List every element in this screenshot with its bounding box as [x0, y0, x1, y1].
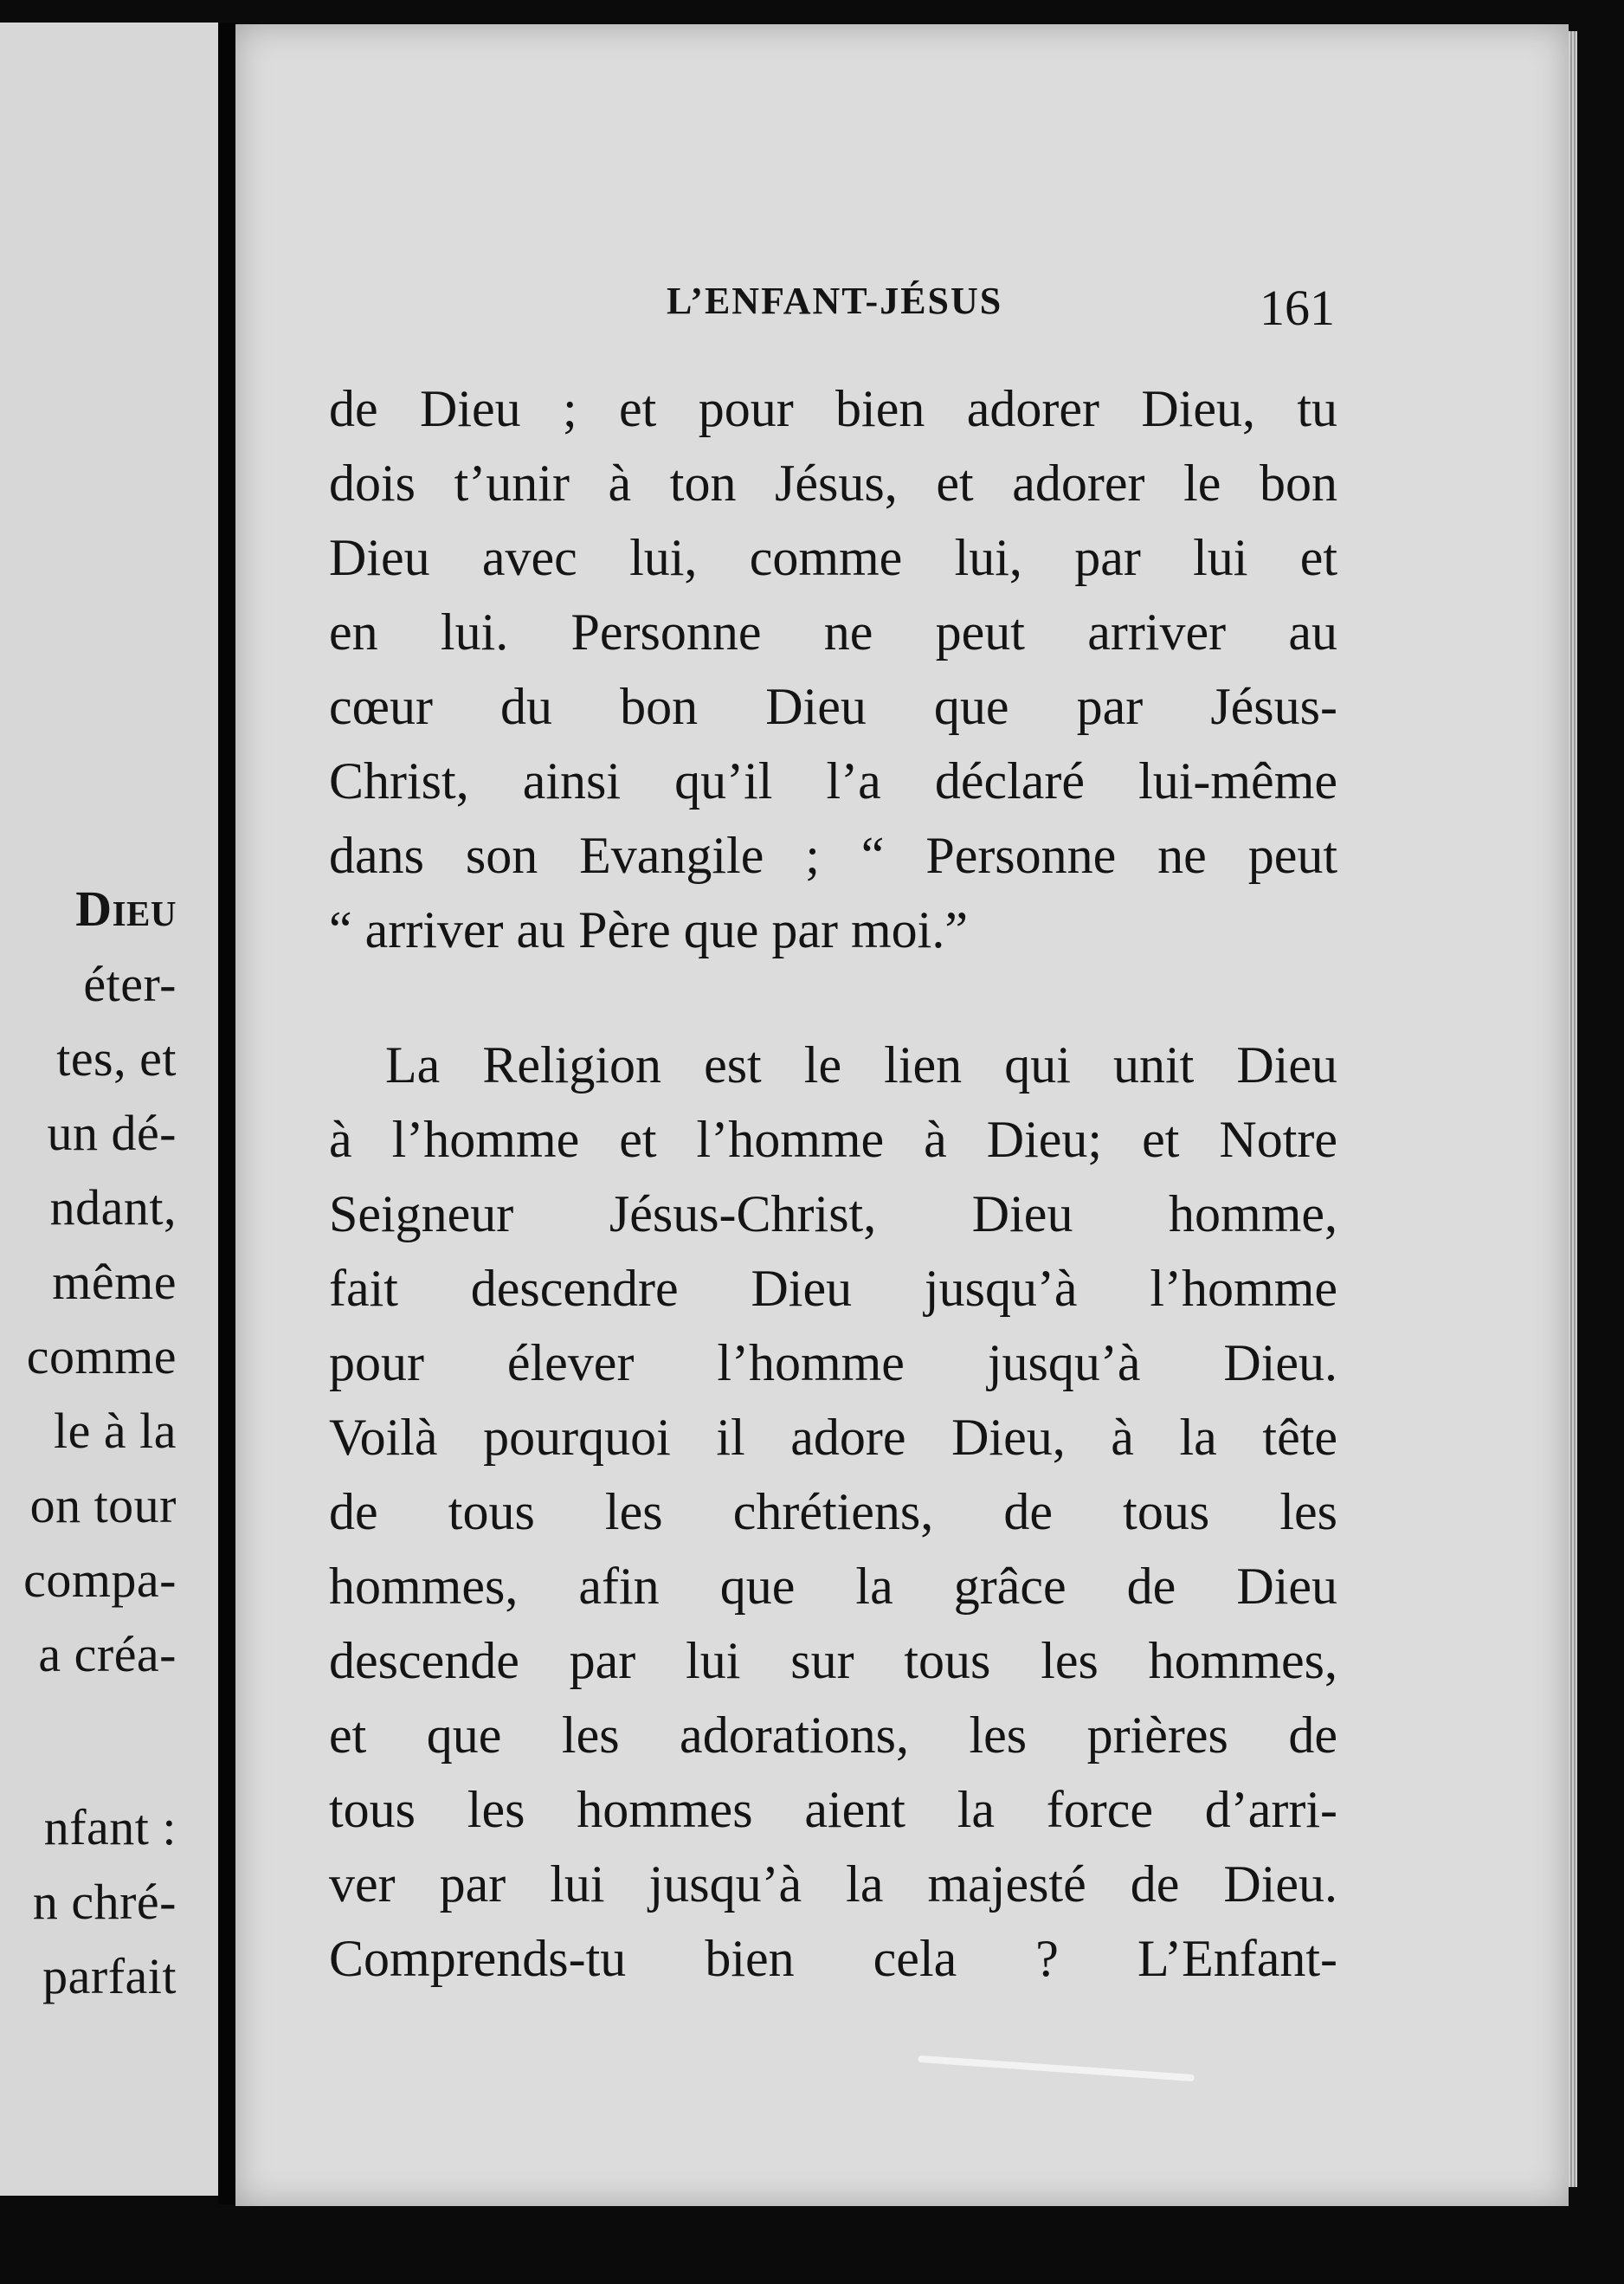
text-line: de Dieu ; et pour bien adorer Dieu, tu: [329, 380, 1337, 437]
left-text-line: ndant,: [49, 1179, 177, 1236]
left-text-line: éter-: [83, 956, 177, 1012]
text-line: Seigneur Jésus-Christ, Dieu homme,: [329, 1185, 1337, 1242]
text-line: descende par lui sur tous les hommes,: [329, 1632, 1337, 1689]
text-line: en lui. Personne ne peut arriver au: [329, 603, 1337, 661]
text-line: “ arriver au Père que par moi.”: [329, 901, 968, 958]
text-line: fait descendre Dieu jusqu’à l’homme: [329, 1260, 1337, 1317]
left-text-line: comme: [26, 1328, 177, 1384]
left-text-line: on tour: [29, 1477, 177, 1533]
text-line: Voilà pourquoi il adore Dieu, à la tête: [329, 1409, 1337, 1466]
left-text-line: un dé-: [47, 1105, 177, 1161]
page-number: 161: [1260, 280, 1335, 336]
left-text-line: Dieu: [75, 881, 177, 937]
text-line: cœur du bon Dieu que par Jésus-: [329, 678, 1337, 735]
text-line: dans son Evangile ; “ Personne ne peut: [329, 827, 1337, 884]
text-line: tous les hommes aient la force d’arri-: [329, 1781, 1337, 1838]
text-line: Christ, ainsi qu’il l’a déclaré lui-même: [329, 752, 1337, 810]
left-text-line: le à la: [54, 1403, 177, 1459]
left-text-line: a créa-: [38, 1626, 177, 1682]
text-line: Comprends-tu bien cela ? L’Enfant-: [329, 1930, 1337, 1987]
running-head: L’ENFANT-JÉSUS: [667, 280, 1003, 322]
text-line: dois t’unir à ton Jésus, et adorer le bon: [329, 455, 1337, 512]
left-text-line: même: [52, 1254, 177, 1310]
book-gutter: [218, 23, 237, 2204]
left-text-line: n chré-: [32, 1874, 177, 1930]
left-text-line: parfait: [42, 1948, 177, 2004]
text-line: ver par lui jusqu’à la majesté de Dieu.: [329, 1855, 1337, 1913]
text-line: hommes, afin que la grâce de Dieu: [329, 1558, 1337, 1615]
text-line: à l’homme et l’homme à Dieu; et Notre: [329, 1111, 1337, 1168]
text-line: La Religion est le lien qui unit Dieu: [385, 1036, 1337, 1094]
text-line: de tous les chrétiens, de tous les: [329, 1483, 1337, 1540]
left-text-line: compa-: [23, 1552, 177, 1608]
left-text-line: nfant :: [43, 1799, 177, 1855]
left-page-fragment: [0, 23, 218, 2196]
text-line: Dieu avec lui, comme lui, par lui et: [329, 529, 1337, 586]
text-line: et que les adorations, les prières de: [329, 1707, 1337, 1764]
page-edge: [1569, 31, 1577, 2187]
left-text-line: tes, et: [56, 1030, 177, 1087]
text-line: pour élever l’homme jusqu’à Dieu.: [329, 1334, 1337, 1391]
